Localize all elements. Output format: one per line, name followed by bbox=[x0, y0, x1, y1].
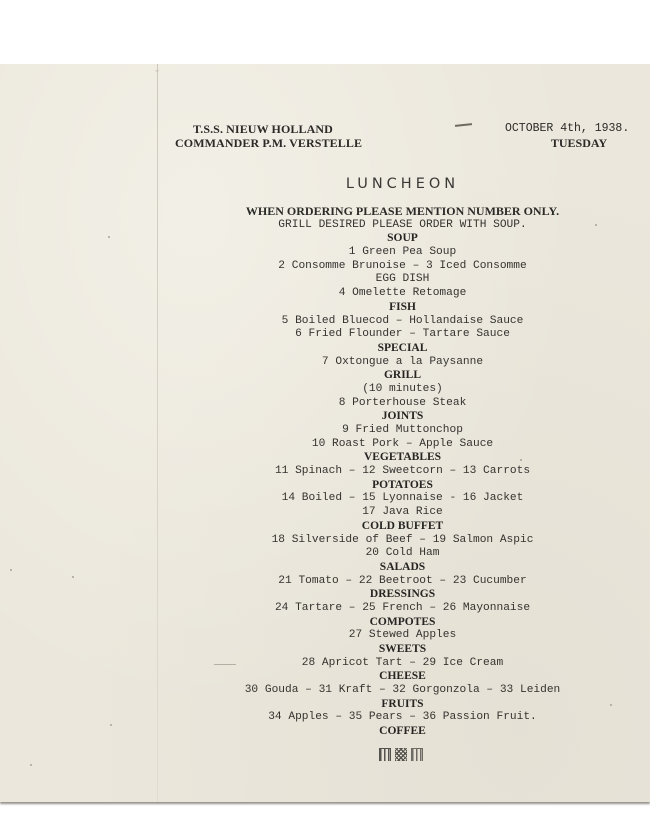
menu-item: 20 Cold Ham bbox=[365, 547, 440, 560]
section-heading-egg-dish: EGG DISH bbox=[375, 273, 430, 286]
section-heading-dressings: DRESSINGS bbox=[369, 588, 436, 601]
menu-body bbox=[0, 205, 650, 739]
section-heading-cold-buffet: COLD BUFFET bbox=[361, 519, 444, 532]
menu-item: 9 Fried Muttonchop bbox=[342, 424, 463, 436]
fold-notch-icon: ⌄ bbox=[153, 65, 161, 75]
menu-item: 30 Gouda – 31 Kraft – 32 Gorgonzola – 33 Leiden bbox=[244, 684, 561, 697]
menu-item: 34 Apples – 35 Pears – 36 Passion Fruit. bbox=[268, 711, 537, 724]
section-heading-fruits: FRUITS bbox=[381, 697, 424, 710]
section-heading-sweets: SWEETS bbox=[378, 643, 427, 655]
ship-name: T.S.S. NIEUW HOLLAND bbox=[193, 122, 333, 136]
menu-item: 7 Oxtongue a la Paysanne bbox=[321, 355, 484, 368]
menu-item: 8 Porterhouse Steak bbox=[338, 396, 467, 409]
menu-item: 2 Consomme Brunoise – 3 Iced Consomme bbox=[278, 259, 527, 272]
menu-item: 18 Silverside of Beef – 19 Salmon Aspic bbox=[271, 533, 534, 546]
section-heading-cheese: CHEESE bbox=[379, 670, 426, 683]
commander-name: COMMANDER P.M. VERSTELLE bbox=[175, 136, 363, 150]
grill-notice: GRILL DESIRED PLEASE ORDER WITH SOUP. bbox=[278, 218, 527, 231]
menu-date: OCTOBER 4th, 1938. bbox=[505, 122, 630, 135]
section-heading-joints: JOINTS bbox=[381, 410, 424, 423]
section-heading-coffee: COFFEE bbox=[379, 725, 426, 738]
section-heading-grill: GRILL bbox=[383, 369, 422, 382]
menu-note: (10 minutes) bbox=[362, 382, 443, 395]
menu-item: 21 Tomato – 22 Beetroot – 23 Cucumber bbox=[278, 574, 527, 587]
section-heading-soup: SOUP bbox=[387, 232, 418, 245]
ink-mark bbox=[455, 123, 472, 127]
menu-item: 17 Java Rice bbox=[362, 506, 443, 519]
paper-speck bbox=[30, 764, 32, 766]
menu-item: 1 Green Pea Soup bbox=[348, 246, 457, 259]
menu-day: TUESDAY bbox=[550, 136, 608, 150]
emblem-left-icon bbox=[379, 748, 391, 761]
page-title: LUNCHEON bbox=[345, 176, 460, 192]
menu-item: 6 Fried Flounder – Tartare Sauce bbox=[295, 328, 510, 341]
menu-item: 11 Spinach – 12 Sweetcorn – 13 Carrots bbox=[274, 465, 531, 478]
line-emblem-icon bbox=[379, 748, 423, 761]
menu-item: 14 Boiled – 15 Lyonnaise - 16 Jacket bbox=[281, 492, 524, 505]
menu-item: 28 Apricot Tart – 29 Ice Cream bbox=[301, 656, 504, 669]
emblem-center-icon bbox=[395, 748, 407, 761]
section-heading-fish: FISH bbox=[389, 300, 416, 313]
menu-item: 5 Boiled Bluecod – Hollandaise Sauce bbox=[281, 314, 524, 327]
section-heading-potatoes: POTATOES bbox=[372, 478, 433, 491]
menu-item: 4 Omelette Retomage bbox=[338, 287, 467, 300]
section-heading-compotes: COMPOTES bbox=[369, 615, 436, 628]
menu-item: 27 Stewed Apples bbox=[348, 629, 457, 642]
section-heading-special: SPECIAL bbox=[377, 341, 428, 354]
section-heading-salads: SALADS bbox=[379, 560, 426, 573]
menu-card bbox=[0, 64, 650, 802]
date-header bbox=[505, 122, 635, 150]
menu-item: 24 Tartare – 25 French – 26 Mayonnaise bbox=[274, 601, 531, 614]
section-heading-vegetables: VEGETABLES bbox=[363, 451, 442, 464]
ship-header bbox=[175, 122, 362, 150]
emblem-right-icon bbox=[411, 748, 423, 761]
order-notice: WHEN ORDERING PLEASE MENTION NUMBER ONLY. bbox=[245, 204, 560, 218]
menu-item: 10 Roast Pork – Apple Sauce bbox=[311, 437, 494, 450]
